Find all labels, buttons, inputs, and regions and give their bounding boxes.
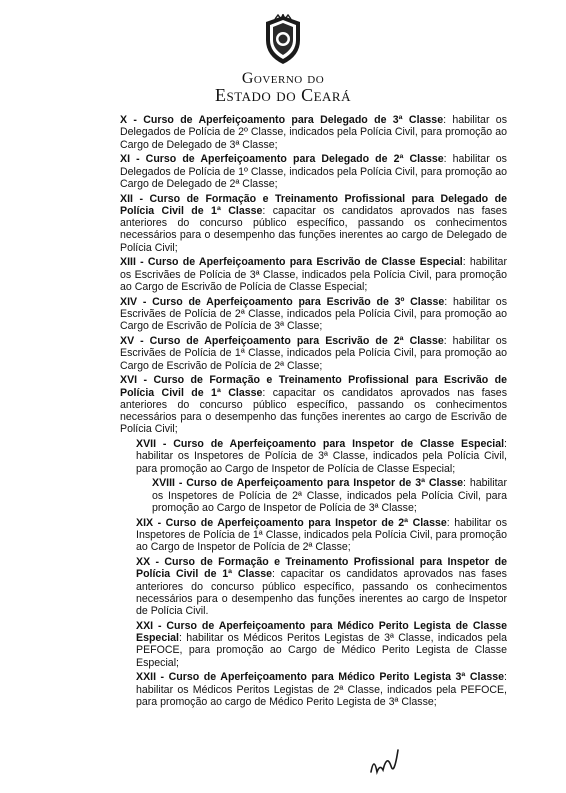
item-text: : habilitar os Escrivães de Polícia de 3ª Classe, indicados pela Polícia Civil, para promoção ao Cargo de Escrivão de Polícia de Classe Especial; (120, 256, 507, 294)
letterhead (0, 14, 566, 104)
list-item (63, 193, 507, 254)
list-item (63, 671, 507, 708)
item-heading: XVI - Curso de Formação e Treinamento Profissional para Escrivão de Polícia Civil de 1ª Classe (120, 374, 507, 399)
item-heading: XVIII - Curso de Aperfeiçoamento para Inspetor de 3ª Classe (152, 477, 464, 490)
item-text: : habilitar os Médicos Peritos Legistas de 2ª Classe, indicados pela PEFOCE, para promoção ao cargo de Médico Perito Legista de 3ª Classe; (136, 671, 507, 709)
item-heading: XV - Curso de Aperfeiçoamento para Escrivão de 2ª Classe (120, 335, 444, 347)
document-body (63, 114, 507, 711)
item-heading: XIX - Curso de Aperfeiçoamento para Inspetor de 2ª Classe (136, 516, 447, 529)
list-item (63, 374, 507, 435)
handwritten-signature (365, 742, 405, 782)
list-item (63, 620, 507, 669)
item-text: : capacitar os candidatos aprovados nas fases anteriores do concurso público específico, passando os conhecimentos necessários para o desempenho das funções inerentes ao cargo de Delegado de Polícia Civil; (120, 204, 507, 254)
item-heading: XXII - Curso de Aperfeiçoamento para Médico Perito Legista 3ª Classe (136, 671, 505, 684)
item-heading: XIII - Curso de Aperfeiçoamento para Escrivão de Classe Especial (120, 256, 463, 269)
list-item (63, 517, 507, 554)
item-heading: XIV - Curso de Aperfeiçoamento para Escrivão de 3º Classe (120, 295, 445, 308)
item-text: : habilitar os Escrivães de Polícia de 1ª Classe, indicados pela Polícia Civil, para promoção ao Cargo de Escrivão de Polícia de 2ª Classe; (120, 335, 507, 372)
item-text: : habilitar os Escrivães de Polícia de 2ª Classe, indicados pela Polícia Civil, para promoção ao Cargo de Escrivão de Polícia de 3ª Classe; (120, 295, 507, 333)
item-text: : habilitar os Inspetores de Polícia de 1ª Classe, indicados pela Polícia Civil, para promoção ao Cargo de Inspetor de Polícia de 2ª Classe; (136, 516, 507, 554)
list-item (63, 335, 507, 372)
list-item (63, 477, 507, 514)
list-item (63, 256, 507, 293)
list-item (63, 556, 507, 617)
item-heading: XII - Curso de Formação e Treinamento Profissional para Delegado de Polícia Civil de 1ª Classe (120, 192, 507, 217)
item-heading: XX - Curso de Formação e Treinamento Profissional para Inspetor de Polícia Civil de 1ª Classe (136, 556, 507, 581)
government-title (0, 70, 566, 104)
item-text: : habilitar os Inspetores de Polícia de 3ª Classe, indicados pela Polícia Civil, para promoção ao Cargo de Inspetor de Polícia de Classe Especial; (136, 438, 507, 475)
item-heading: X - Curso de Aperfeiçoamento para Delegado de 3ª Classe (120, 114, 444, 126)
list-item (63, 153, 507, 190)
item-heading: XVII - Curso de Aperfeiçoamento para Inspetor de Classe Especial (136, 438, 505, 451)
item-heading: XI - Curso de Aperfeiçoamento para Delegado de 2ª Classe (120, 153, 444, 166)
item-text: : habilitar os Delegados de Polícia de 2º Classe, indicados pela Polícia Civil, para promoção ao Cargo de Delegado de 3ª Classe; (120, 114, 507, 151)
item-heading: XXI - Curso de Aperfeiçoamento para Médico Perito Legista de Classe Especial (136, 619, 507, 645)
item-text: : habilitar os Inspetores de Polícia de 2ª Classe, indicados pela Polícia Civil, para promoção ao Cargo de Inspetor de Polícia de 3ª Classe; (152, 477, 507, 515)
item-text: : capacitar os candidatos aprovados nas fases anteriores do concurso público específico, passando os conhecimentos necessários para o desempenho das funções inerentes ao cargo de Escrivão de Polícia Civil; (120, 386, 507, 436)
list-item (63, 296, 507, 333)
government-title-line2: Estado do Ceará (215, 85, 351, 105)
list-item (63, 438, 507, 475)
item-text: : capacitar os candidatos aprovados nas fases anteriores do concurso público específico, passando os conhecimentos necessários para o desempenho das funções inerentes ao cargo de Inspetor de Polícia Civil. (136, 568, 507, 618)
item-text: : habilitar os Delegados de Polícia de 1º Classe, indicados pela Polícia Civil, para promoção ao Cargo de Delegado de 2ª Classe; (120, 153, 507, 190)
item-text: : habilitar os Médicos Peritos Legistas de 3ª Classe, indicados pela PEFOCE, para promoção ao Cargo de Médico Perito Legista de Classe Especial; (136, 632, 507, 669)
government-title-line1: Governo do (241, 70, 325, 87)
list-item (63, 114, 507, 151)
state-seal-icon (263, 14, 303, 66)
